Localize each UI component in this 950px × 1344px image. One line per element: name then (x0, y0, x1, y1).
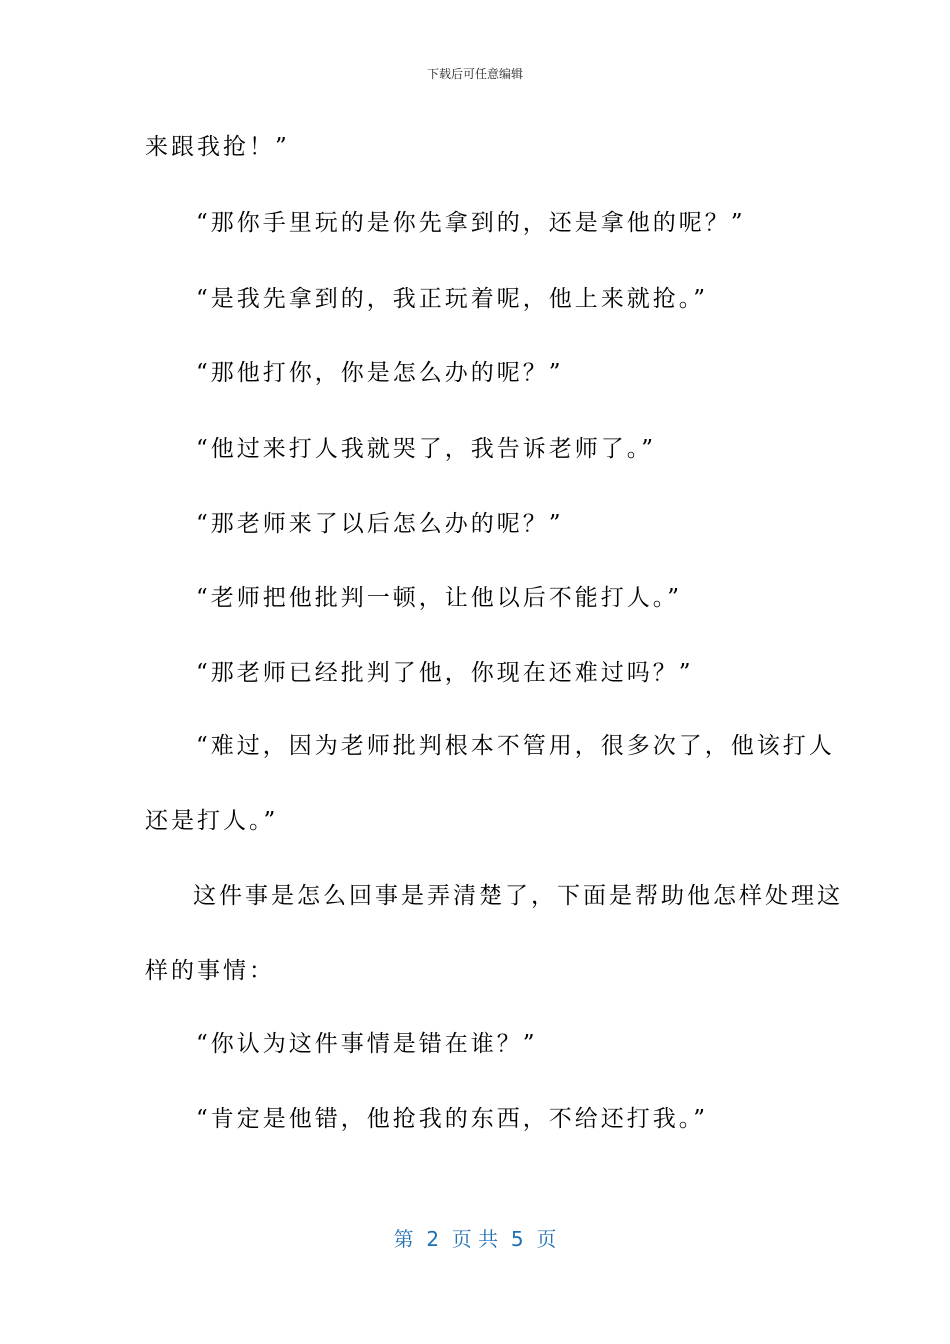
text-line: “他过来打人我就哭了，我告诉老师了。” (196, 436, 657, 462)
text-line: “老师把他批判一顿，让他以后不能打人。” (196, 585, 683, 611)
text-line: “那老师来了以后怎么办的呢？” (196, 511, 564, 537)
text-line: “是我先拿到的，我正玩着呢，他上来就抢。” (196, 286, 709, 312)
text-line: “那他打你，你是怎么办的呢？” (196, 360, 564, 386)
text-line: 样的事情： (145, 958, 275, 984)
text-line: 这件事是怎么回事是弄清楚了，下面是帮助他怎样处理这 (193, 883, 843, 909)
text-line: “那你手里玩的是你先拿到的，还是拿他的呢？” (196, 210, 746, 236)
text-line: “你认为这件事情是错在谁？” (196, 1031, 538, 1057)
text-line: 来跟我抢！” (145, 134, 290, 160)
page-header: 下载后可任意编辑 (426, 67, 523, 81)
text-line: “肯定是他错，他抢我的东西，不给还打我。” (196, 1106, 709, 1132)
text-line: “那老师已经批判了他，你现在还难过吗？” (196, 660, 694, 686)
page-number-footer: 第 2 页 共 5 页 (393, 1227, 557, 1251)
text-line: 还是打人。” (145, 808, 279, 834)
text-line: “难过，因为老师批判根本不管用，很多次了，他该打人 (196, 733, 835, 759)
